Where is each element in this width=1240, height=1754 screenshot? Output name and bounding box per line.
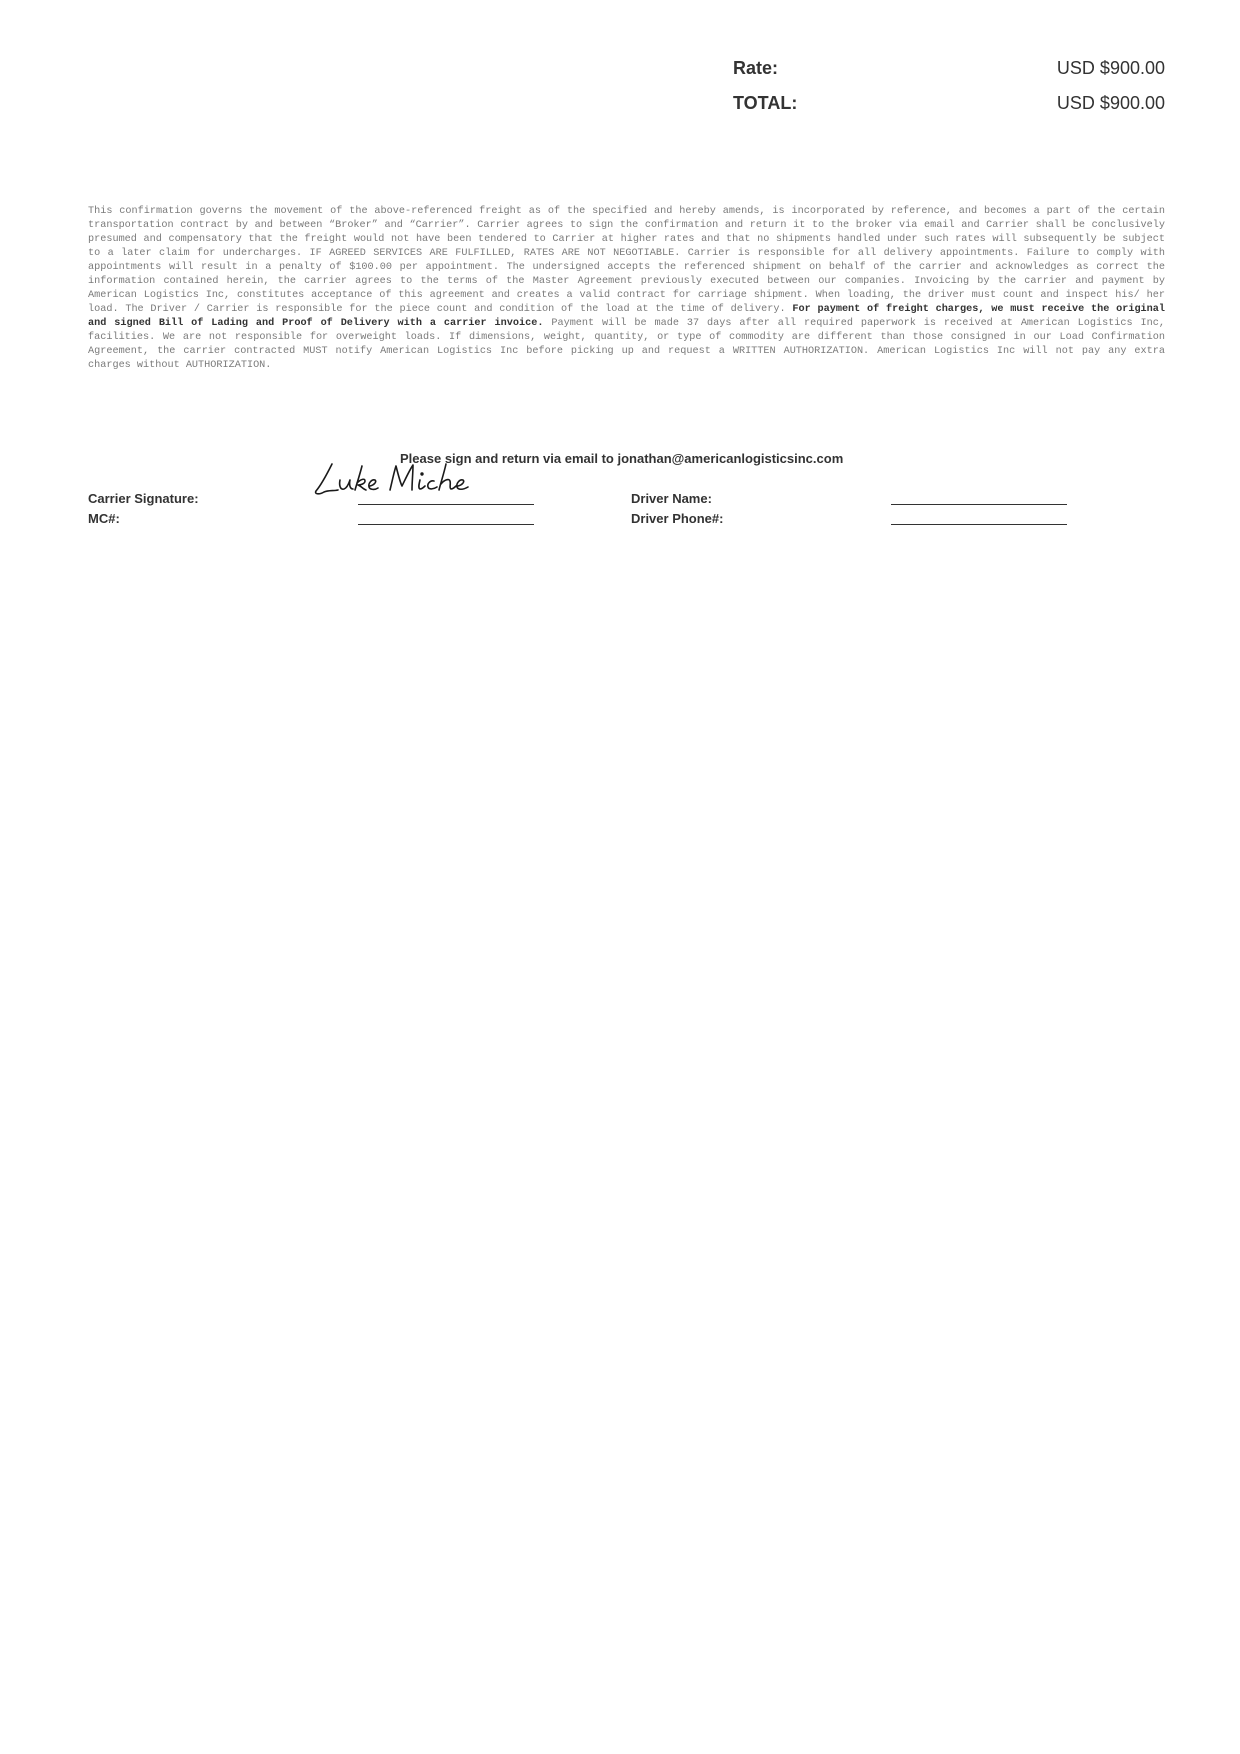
terms-text-part2: Payment will be made 37 days after all required paperwork is received at American Logistics Inc, facilities. We are not responsible for overweight loads. If dimensions, weight, quantity, or type of commodity are different than those consigned in our Load Confirmation Agreement, the carrier contracted MUST notify American Logistics Inc before picking up and request a WRITTEN AUTHORIZATION. American Logistics Inc will not pay any extra charges without AUTHORIZATION. [88,318,1165,371]
driver-phone-label: Driver Phone#: [631,511,724,526]
rate-label: Rate: [733,58,779,78]
carrier-signature-label: Carrier Signature: [88,491,199,506]
totals-block [733,58,1165,128]
total-row [733,93,1165,128]
return-instructions: Please sign and return via email to jonathan@americanlogisticsinc.com [400,451,844,466]
terms-paragraph [88,205,1165,373]
driver-name-line[interactable] [891,504,1067,505]
total-label: TOTAL: [733,93,798,113]
carrier-signature-line[interactable] [358,504,534,505]
rate-value: USD $900.00 [1056,58,1165,78]
mc-number-line[interactable] [358,524,534,525]
driver-name-label: Driver Name: [631,491,712,506]
driver-phone-line[interactable] [891,524,1067,525]
total-value: USD $900.00 [1056,93,1165,113]
mc-number-label: MC#: [88,511,120,526]
rate-row [733,58,1165,93]
terms-text-part1: This confirmation governs the movement of the above-referenced freight as of the specified and hereby amends, is incorporated by reference, and becomes a part of the certain transportation contract by and between “Broker” and “Carrier”. Carrier agrees to sign the confirmation and return it to the broker via email and Carrier shall be conclusively presumed and compensatory that the freight would not have been tendered to Carrier at higher rates and that no shipments handled under such rates will subsequently be subject to a later claim for undercharges. IF AGREED SERVICES ARE FULFILLED, RATES ARE NOT NEGOTIABLE. Carrier is responsible for all delivery appointments. Failure to comply with appointments will result in a penalty of $100.00 per appointment. The undersigned accepts the referenced shipment on behalf of the carrier and acknowledges as correct the information contained herein, the carrier agrees to the terms of the Master Agreement previously executed between our companies. Invoicing by the carrier and payment by American Logistics Inc, constitutes acceptance of this agreement and creates a valid contract for carriage shipment. When loading, the driver must count and inspect his/ her load. The Driver / Carrier is responsible for the piece count and condition of the load at the time of delivery. [88,206,1165,315]
terms-payment-requirement: For payment of freight charges, we must receive the original and signed Bill of Lading and Proof of Delivery with a carrier invoice. [88,304,1166,329]
carrier-handwritten-signature [310,458,510,498]
